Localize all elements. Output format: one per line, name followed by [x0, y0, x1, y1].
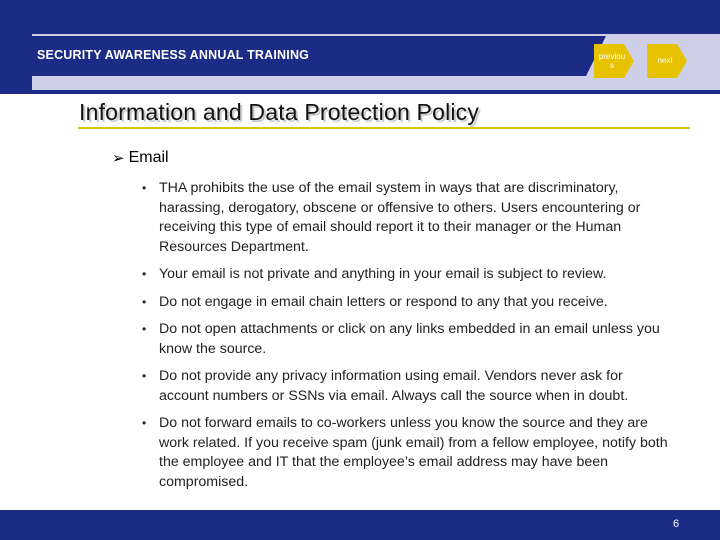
- previous-label-line1: previou: [598, 52, 626, 61]
- slide-title: Information and Data Protection Policy: [79, 99, 480, 125]
- previous-label-line2: s: [610, 61, 614, 70]
- course-title: SECURITY AWARENESS ANNUAL TRAINING: [37, 48, 310, 62]
- list-item: [112, 293, 672, 313]
- title-underline: [78, 127, 690, 129]
- page-number: 6: [673, 518, 680, 530]
- list-item: [112, 179, 672, 257]
- previous-button[interactable]: [594, 44, 634, 78]
- list-item-text: THA prohibits the use of the email system in ways that are discriminatory, harassing, derogatory, obscene or offensive to others. Users encountering or receiving this type of email should report it to their manager or the Human Resources Department.: [159, 180, 641, 255]
- list-item-text: Do not forward emails to co-workers unless you know the source and they are work related. If you receive spam (junk email) from a fellow employee, notify both the employee and IT that the employee’s email address may have been compromised.: [159, 415, 668, 490]
- bullet-dot-icon: •: [142, 322, 147, 336]
- list-item-text: Do not engage in email chain letters or respond to any that you receive.: [159, 293, 608, 310]
- next-button[interactable]: [647, 44, 687, 78]
- section-heading: [112, 149, 672, 167]
- section-heading-label: Email: [128, 149, 169, 166]
- bullet-dot-icon: •: [142, 181, 147, 195]
- arrow-bullet-icon: ➢: [112, 150, 125, 167]
- footer-band: [0, 510, 720, 540]
- list-item: [112, 265, 672, 285]
- bullet-dot-icon: •: [142, 369, 147, 383]
- list-item-text: Do not open attachments or click on any links embedded in an email unless you know the source.: [159, 321, 660, 357]
- list-item: [112, 320, 672, 359]
- list-item: [112, 414, 672, 492]
- list-item: [112, 367, 672, 406]
- slide-content: [112, 149, 672, 500]
- next-label: next: [657, 56, 673, 65]
- list-item-text: Do not provide any privacy information using email. Vendors never ask for account numbers or SSNs via email. Always call the source when in doubt.: [159, 368, 629, 404]
- bullet-dot-icon: •: [142, 416, 147, 430]
- bullet-dot-icon: •: [142, 267, 147, 281]
- list-item-text: Your email is not private and anything in your email is subject to review.: [159, 266, 607, 282]
- bullet-dot-icon: •: [142, 294, 147, 309]
- bullet-list: [112, 179, 672, 492]
